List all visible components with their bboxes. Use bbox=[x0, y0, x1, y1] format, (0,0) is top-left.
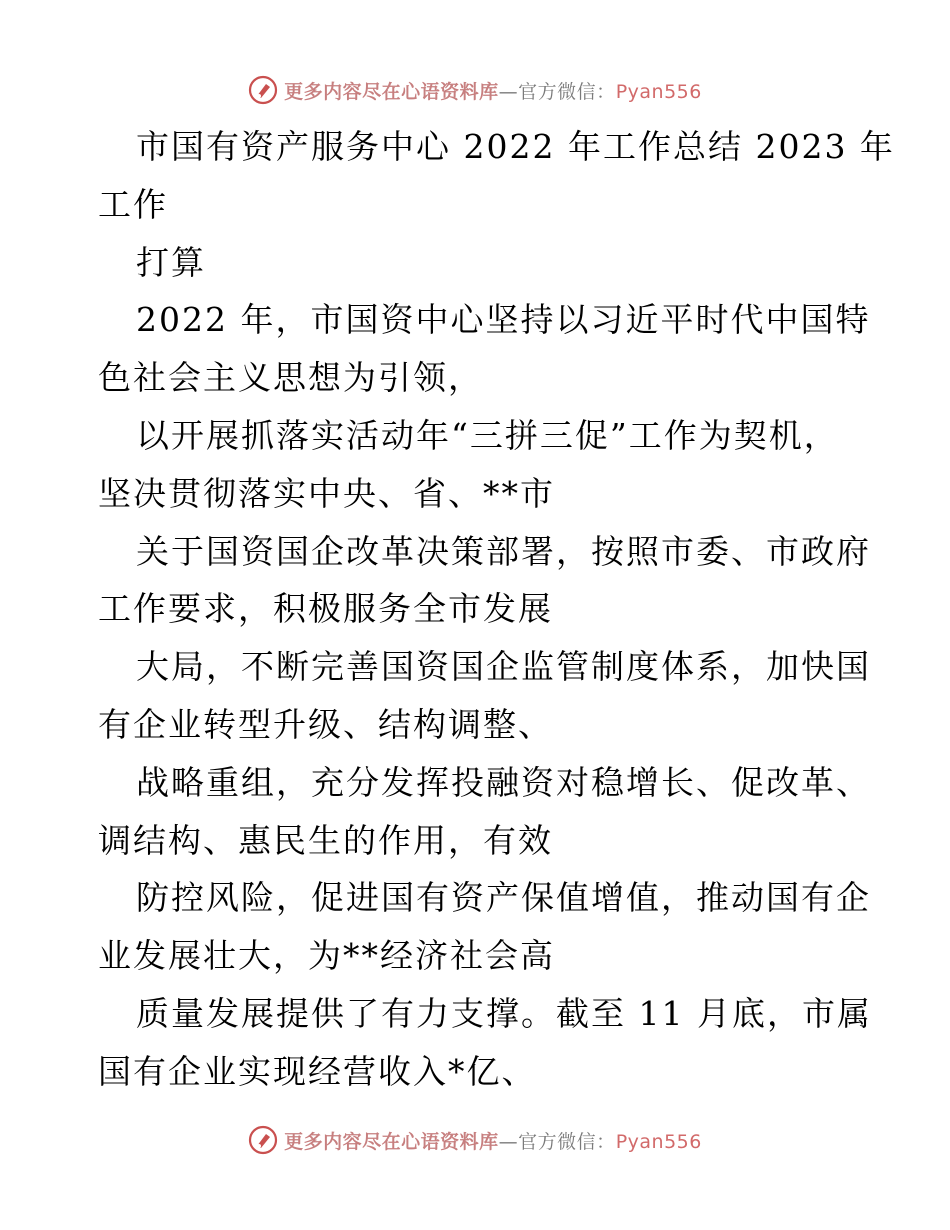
watermark-wechat-id: Pyan556 bbox=[615, 1130, 702, 1153]
paragraph-line: 质量发展提供了有力支撑。截至 11 月底，市属 bbox=[136, 993, 872, 1033]
document-body bbox=[98, 118, 895, 1101]
pen-nib-logo-icon bbox=[248, 75, 278, 105]
title-line-2: 工作 bbox=[98, 184, 168, 224]
paragraph-line: 大局，不断完善国资国企监管制度体系，加快国 bbox=[136, 647, 871, 687]
header-watermark bbox=[0, 70, 950, 110]
paragraph-line: 国有企业实现经营收入*亿、 bbox=[98, 1051, 537, 1091]
watermark-main-text: 更多内容尽在心语资料库 bbox=[284, 1130, 499, 1153]
watermark-main-text: 更多内容尽在心语资料库 bbox=[284, 80, 499, 103]
paragraph-line: 防控风险，促进国有资产保值增值，推动国有企 bbox=[136, 878, 871, 918]
title-line-3: 打算 bbox=[136, 242, 206, 282]
paragraph-line: 有企业转型升级、结构调整、 bbox=[98, 704, 553, 744]
paragraph-line: 色社会主义思想为引领， bbox=[98, 358, 483, 398]
paragraph-line: 战略重组，充分发挥投融资对稳增长、促改革、 bbox=[136, 762, 871, 802]
watermark-wechat-label: 官方微信： bbox=[518, 1130, 616, 1153]
title-line-1: 市国有资产服务中心 2022 年工作总结 2023 年 bbox=[136, 127, 895, 166]
paragraph-line: 坚决贯彻落实中央、省、**市 bbox=[98, 473, 555, 513]
paragraph-line: 以开展抓落实活动年“三拼三促”工作为契机， bbox=[136, 415, 839, 455]
paragraph-line: 工作要求，积极服务全市发展 bbox=[98, 589, 553, 629]
watermark-separator: — bbox=[498, 80, 519, 103]
paragraph-line: 业发展壮大，为**经济社会高 bbox=[98, 936, 555, 976]
footer-watermark bbox=[0, 1120, 950, 1160]
watermark-wechat-label: 官方微信： bbox=[518, 80, 616, 103]
paragraph-line: 关于国资国企改革决策部署，按照市委、市政府 bbox=[136, 531, 871, 571]
paragraph-line: 调结构、惠民生的作用，有效 bbox=[98, 820, 553, 860]
watermark-separator: — bbox=[498, 1130, 519, 1153]
pen-nib-logo-icon bbox=[248, 1125, 278, 1155]
paragraph-line: 2022 年，市国资中心坚持以习近平时代中国特 bbox=[136, 300, 871, 340]
watermark-wechat-id: Pyan556 bbox=[615, 80, 702, 103]
